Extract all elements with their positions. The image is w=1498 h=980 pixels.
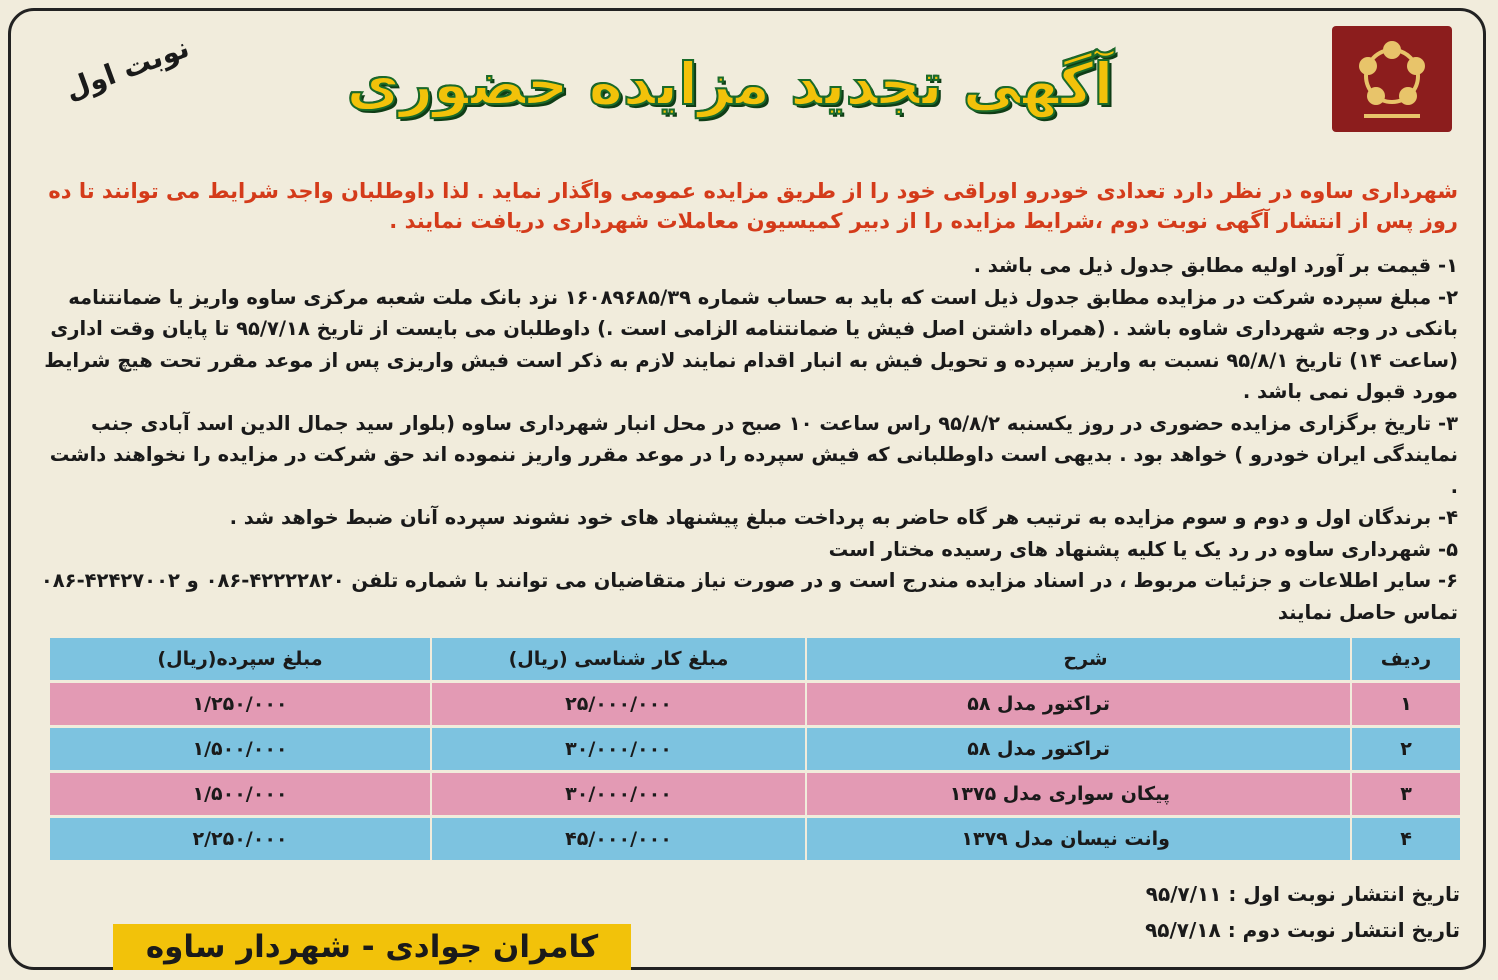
condition-item-2: ۲- مبلغ سپرده شرکت در مزایده مطابق جدول ذیل است که باید به حساب شماره ۱۶۰۸۹۶۸۵/۳۹ نزد بانک ملت شعبه مرکزی ساوه واریز یا ضمانتنامه بانکی در وجه شهرداری شاوه باشد . (همراه داشتن اصل فیش یا ضمانتنامه الزامی است .) داوطلبان می بایست از تاریخ ۹۵/۷/۱۸ تا پایان وقت اداری (ساعت ۱۴) تاریخ ۹۵/۸/۱ نسبت به واریز سپرده و تحویل فیش به انبار اقدام نمایند لازم به ذکر است فیش واریزی پس از موعد مقرر تحت هیچ شرایط مورد قبول نمی باشد . xyxy=(44,285,1458,403)
row-deposit: ۱/۵۰۰/۰۰۰ xyxy=(192,783,288,805)
row-description-text: تراکتور مدل ۵۸ xyxy=(967,738,1110,760)
row-appraised-value: ۴۵/۰۰۰/۰۰۰ xyxy=(430,818,805,860)
row-description-text: وانت نیسان مدل ۱۳۷۹ xyxy=(961,828,1170,850)
row-deposit: ۱/۵۰۰/۰۰۰ xyxy=(192,738,288,760)
publication-dates xyxy=(1100,876,1460,948)
row-appraised-value: ۲۵/۰۰۰/۰۰۰ xyxy=(430,683,805,725)
row-appraised-value: ۳۰/۰۰۰/۰۰۰ xyxy=(430,773,805,815)
condition-item-1: ۱- قیمت بر آورد اولیه مطابق جدول ذیل می باشد . xyxy=(973,254,1458,277)
row-number: ۴ xyxy=(1350,818,1460,860)
header-description xyxy=(805,638,1350,680)
row-deposit: ۱/۲۵۰/۰۰۰ xyxy=(192,693,288,715)
auction-table xyxy=(50,638,1460,863)
table-header-row xyxy=(50,638,1460,680)
first-publication-date: تاریخ انتشار نوبت اول : ۹۵/۷/۱۱ xyxy=(1145,882,1460,906)
row-appraised-value: ۳۰/۰۰۰/۰۰۰ xyxy=(430,728,805,770)
header-row-number: ردیف xyxy=(1350,638,1460,680)
municipality-logo xyxy=(1332,26,1452,132)
row-number: ۱ xyxy=(1350,683,1460,725)
condition-item-6: ۶- سایر اطلاعات و جزئیات مربوط ، در اسناد مزایده مندرج است و در صورت نیاز متقاضیان می توانند با شماره تلفن ۴۲۲۲۲۸۲۰-۰۸۶ و ۴۲۴۲۷۰۰۲-۰۸۶ تماس حاصل نمایند xyxy=(40,569,1458,624)
condition-item-3: ۳- تاریخ برگزاری مزایده حضوری در روز یکسنبه ۹۵/۸/۲ راس ساعت ۱۰ صبح در محل انبار شهرداری ساوه (بلوار سید جمال الدین اسد آبادی جنب نمایندگی ایران خودرو ) خواهد بود . بدیهی است داوطلبانی که فیش سپرده را در موعد مقرر واریز ننموده اند حق شرکت در مزایده را نخواهند داشت . xyxy=(49,411,1458,498)
intro-paragraph: شهرداری ساوه در نظر دارد تعدادی خودرو اوراقی خود را از طریق مزایده عمومی واگذار نماید . لذا داوطلبان واجد شرایط می توانند تا ده روز پس از انتشار آگهی نوبت دوم ،شرایط مزایده را از دبیر کمیسیون معاملات شهرداری دریافت نمایند . xyxy=(48,179,1458,233)
condition-item-4: ۴- برندگان اول و دوم و سوم مزایده به ترتیب هر گاه حاضر به پرداخت مبلغ پیشنهاد های خود نشوند سپرده آنان ضبط خواهد شد . xyxy=(229,506,1458,529)
row-description-text: تراکتور مدل ۵۸ xyxy=(967,693,1110,715)
row-description xyxy=(805,728,1350,770)
table-row xyxy=(50,818,1460,860)
header-deposit: مبلغ سپرده(ریال) xyxy=(157,648,323,670)
row-description xyxy=(805,818,1350,860)
conditions-list xyxy=(38,250,1458,628)
header-appraised-value: مبلغ کار شناسی (ریال) xyxy=(430,638,805,680)
row-description-text: پیکان سواری مدل ۱۳۷۵ xyxy=(949,783,1170,805)
first-notice-stamp: نوبت اول xyxy=(60,30,194,107)
row-number: ۲ xyxy=(1350,728,1460,770)
table-row xyxy=(50,728,1460,770)
table-row xyxy=(50,773,1460,815)
emblem-icon xyxy=(1344,36,1440,122)
page-title: آگهی تجدید مزایده حضوری xyxy=(346,50,1114,118)
table-row xyxy=(50,683,1460,725)
row-deposit: ۲/۲۵۰/۰۰۰ xyxy=(192,828,288,850)
row-description xyxy=(805,683,1350,725)
row-description xyxy=(805,773,1350,815)
second-publication-date: تاریخ انتشار نوبت دوم : ۹۵/۷/۱۸ xyxy=(1145,918,1460,942)
row-number: ۳ xyxy=(1350,773,1460,815)
mayor-signature: کامران جوادی - شهردار ساوه xyxy=(113,924,631,970)
header-description-label: شرح xyxy=(1063,648,1108,670)
condition-item-5: ۵- شهرداری ساوه در رد یک یا کلیه پشنهاد های رسیده مختار است xyxy=(828,537,1458,561)
